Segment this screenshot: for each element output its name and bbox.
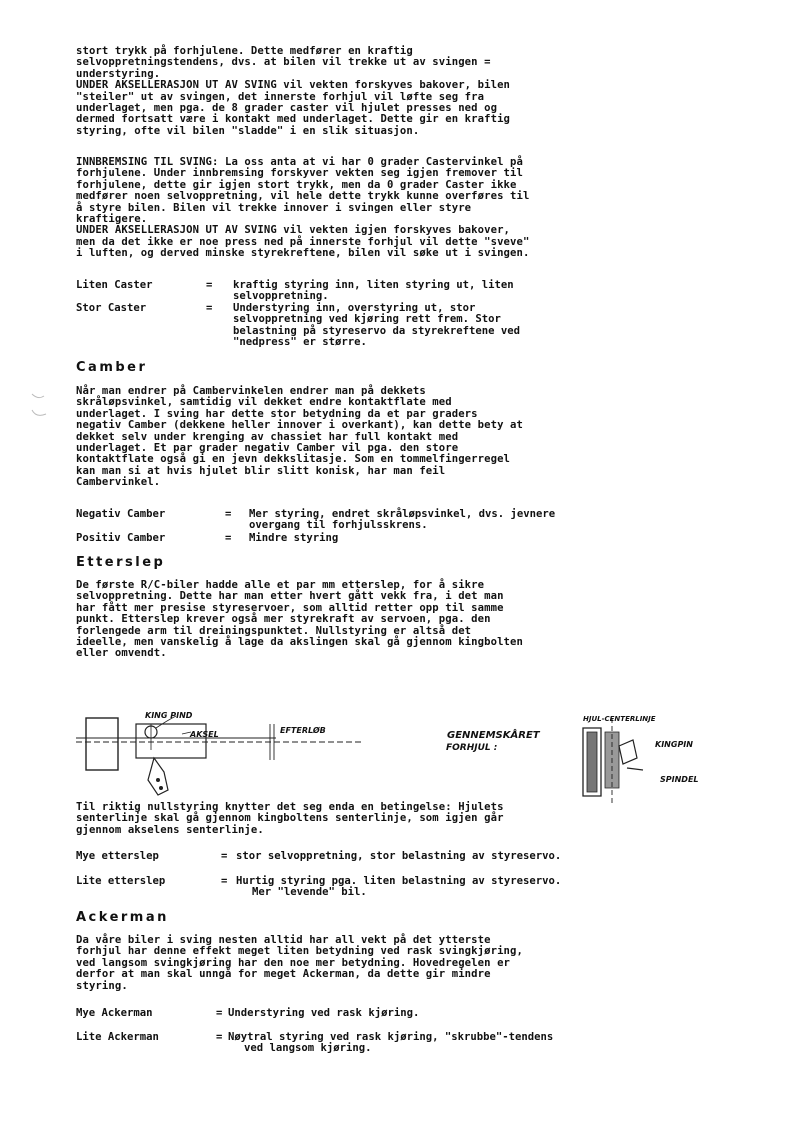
- label-aksel: AKSEL: [190, 730, 219, 739]
- definition-term: Mye etterslep: [76, 850, 159, 862]
- description-line: belastning på styreservo da styrekreftene ved: [233, 324, 521, 337]
- text-line: Til riktig nullstyring knytter det seg enda en betingelse: Hjulets: [76, 801, 504, 813]
- definition-term: Mye Ackerman: [76, 1007, 153, 1019]
- definition-description: [233, 303, 520, 349]
- scan-artifact-mark: [28, 388, 52, 428]
- label-efterlob: EFTERLØB: [280, 726, 326, 735]
- definition-term: Positiv Camber: [76, 532, 166, 544]
- text-line: stort trykk på forhjulene. Dette medfører en kraftig: [76, 45, 413, 57]
- text-line: "steiler" ut av svingen, det innerste forhjul vil løfte seg fra: [76, 90, 485, 103]
- text-line: forhjulene, dette gir igjen stort trykk, men da 0 grader Caster ikke: [76, 178, 517, 191]
- text-line: senterlinje skal gå gjennom kingboltens senterlinje, som igjen går: [76, 812, 504, 825]
- definition-term: Negativ Camber: [76, 508, 166, 520]
- text-line: styring.: [76, 979, 128, 992]
- definition-description: [236, 851, 561, 862]
- definition-description: [249, 509, 555, 532]
- wheel-cutaway-diagram: [575, 718, 655, 803]
- text-line: underlaget, men pga. de 8 grader caster vil hjulet presses ned og: [76, 102, 498, 115]
- text-line: men da det ikke er noe press ned på innerste forhjul vil dette "sveve": [76, 235, 530, 248]
- innbremsing-paragraph: [76, 157, 712, 260]
- definition-lite-etterslep: [76, 876, 712, 900]
- text-line: Cambervinkel.: [76, 476, 161, 489]
- description-line: ved langsom kjøring.: [244, 1042, 372, 1055]
- kingpin-offset-diagram: [76, 710, 366, 800]
- label-forhjul: FORHJUL :: [446, 743, 498, 753]
- text-line: UNDER AKSELLERASJON UT AV SVING vil vekten igjen forskyves bakover,: [76, 224, 511, 237]
- text-line: ideelle, men vanskelig å lage da akslingen skal gå gjennom kingbolten: [76, 636, 523, 649]
- text-line: selvoppretningstendens, dvs. at bilen vil trekke ut av svingen =: [76, 56, 491, 69]
- label-spindel: SPINDEL: [660, 775, 699, 784]
- definition-mye-ackerman: [76, 1008, 712, 1020]
- definition-term: Lite Ackerman: [76, 1031, 159, 1043]
- text-line: UNDER AKSELLERASJON UT AV SVING vil vekten forskyves bakover, bilen: [76, 79, 511, 92]
- equals-sign: =: [206, 302, 213, 314]
- description-line: Understyring inn, overstyring ut, stor: [233, 302, 476, 314]
- description-line: Mer "levende" bil.: [252, 886, 367, 899]
- camber-paragraph: [76, 386, 712, 489]
- definition-liten-caster: [76, 280, 712, 304]
- nullstyring-paragraph: [76, 802, 712, 836]
- text-line: kan man si at hvis hjulet blir slitt konisk, har man feil: [76, 464, 446, 477]
- text-line: underlaget. Et par grader negativ Camber vil pga. den store: [76, 442, 459, 455]
- text-line: har fått mer presise styreservoer, som alltid retter opp til samme: [76, 601, 504, 614]
- text-line: dekket selv under krenging av chassiet har full kontakt med: [76, 430, 459, 443]
- description-line: stor selvoppretning, stor belastning av styreservo.: [236, 850, 562, 862]
- equals-sign: =: [225, 532, 232, 544]
- definition-description: [233, 280, 514, 303]
- text-line: understyring.: [76, 67, 161, 80]
- text-line: Når man endrer på Cambervinkelen endrer man på dekkets: [76, 385, 426, 397]
- text-line: ved langsom svingkjøring har den noe mer betydning. Hovedregelen er: [76, 956, 511, 969]
- text-line: punkt. Etterslep krever også mer styrekraft av servoen, pga. den: [76, 613, 491, 626]
- definition-lite-ackerman: [76, 1032, 712, 1056]
- label-kingpind: KING PIND: [145, 711, 193, 720]
- definition-description: [228, 1008, 419, 1019]
- text-line: skråløpsvinkel, samtidig vil dekket endre kontaktflate med: [76, 396, 452, 409]
- definition-description: [249, 533, 338, 544]
- equals-sign: =: [206, 279, 213, 291]
- description-line: Nøytral styring ved rask kjøring, "skrubbe"-tendens: [228, 1031, 554, 1043]
- text-line: forhjulene. Under innbremsing forskyver vekten seg igjen fremover til: [76, 167, 523, 180]
- text-line: kontaktflate også gi en jevn dekkslitasje. Som en tommelfingerregel: [76, 453, 511, 466]
- text-line: forhjul har denne effekt meget liten betydning ved rask svingkjøring,: [76, 945, 523, 958]
- etterslep-paragraph: [76, 580, 712, 660]
- description-line: Understyring ved rask kjøring.: [228, 1007, 420, 1019]
- equals-sign: =: [221, 850, 228, 862]
- definition-term: Lite etterslep: [76, 875, 166, 887]
- text-line: dermed fortsatt være i kontakt med underlaget. Dette gir en kraftig: [76, 113, 511, 126]
- definition-mye-etterslep: [76, 851, 712, 863]
- text-line: i luften, og derved minske styrekreftene, bilen vil søke ut i svingen.: [76, 247, 530, 260]
- description-line: Mer styring, endret skråløpsvinkel, dvs. jevnere: [249, 508, 556, 520]
- text-line: medfører noen selvoppretning, vil hele dette trykk kunne overføres til: [76, 190, 530, 203]
- description-line: kraftig styring inn, liten styring ut, liten: [233, 279, 514, 291]
- definition-description: [228, 1032, 553, 1055]
- description-line: "nedpress" er større.: [233, 336, 367, 349]
- text-line: gjennom akselens senterlinje.: [76, 823, 264, 836]
- text-line: styring, ofte vil bilen "sladde" i en slik situasjon.: [76, 124, 420, 137]
- section-heading-ackerman: Ackerman: [76, 910, 169, 925]
- description-line: selvoppretning.: [233, 290, 329, 303]
- label-hjul-centerlinje: HJUL-CENTERLINJE: [583, 715, 656, 723]
- text-line: derfor at man skal unngå for meget Ackerman, da dette gir mindre: [76, 968, 491, 981]
- description-line: Mindre styring: [249, 532, 339, 544]
- definition-stor-caster: [76, 303, 712, 351]
- ackerman-paragraph: [76, 935, 712, 992]
- section-heading-etterslep: Etterslep: [76, 555, 166, 570]
- text-line: å styre bilen. Bilen vil trekke innover i svingen eller styre: [76, 201, 472, 214]
- text-line: De første R/C-biler hadde alle et par mm etterslep, for å sikre: [76, 579, 485, 591]
- text-line: negativ Camber (dekkene heller innover i overkant), kan dette bety at: [76, 419, 523, 432]
- equals-sign: =: [221, 875, 228, 887]
- description-line: selvoppretning ved kjøring rett frem. Stor: [233, 313, 501, 326]
- definition-term: Stor Caster: [76, 302, 147, 314]
- text-line: forlengede arm til dreiningspunktet. Nullstyring er altså det: [76, 624, 472, 637]
- definition-description: [236, 876, 561, 899]
- text-line: kraftigere.: [76, 213, 148, 226]
- equals-sign: =: [216, 1031, 223, 1043]
- definition-term: Liten Caster: [76, 279, 153, 291]
- description-line: Hurtig styring pga. liten belastning av styreservo.: [236, 875, 562, 887]
- description-line: overgang til forhjulsskrens.: [249, 519, 428, 532]
- text-line: eller omvendt.: [76, 647, 167, 660]
- equals-sign: =: [216, 1007, 223, 1019]
- text-line: selvoppretning. Dette har man etter hvert gått vekk fra, i det man: [76, 590, 504, 603]
- section-heading-camber: Camber: [76, 360, 148, 375]
- text-line: INNBREMSING TIL SVING: La oss anta at vi har 0 grader Castervinkel på: [76, 156, 523, 168]
- text-line: underlaget. I sving har dette stor betydning da et par graders: [76, 407, 478, 420]
- definition-positiv-camber: [76, 533, 712, 545]
- text-line: Da våre biler i sving nesten alltid har all vekt på det ytterste: [76, 934, 491, 946]
- label-gennemskaret: GENNEMSKÅRET: [447, 730, 540, 741]
- intro-paragraph: [76, 46, 712, 137]
- label-kingpin: KINGPIN: [655, 740, 693, 749]
- equals-sign: =: [225, 508, 232, 520]
- definition-negativ-camber: [76, 509, 712, 533]
